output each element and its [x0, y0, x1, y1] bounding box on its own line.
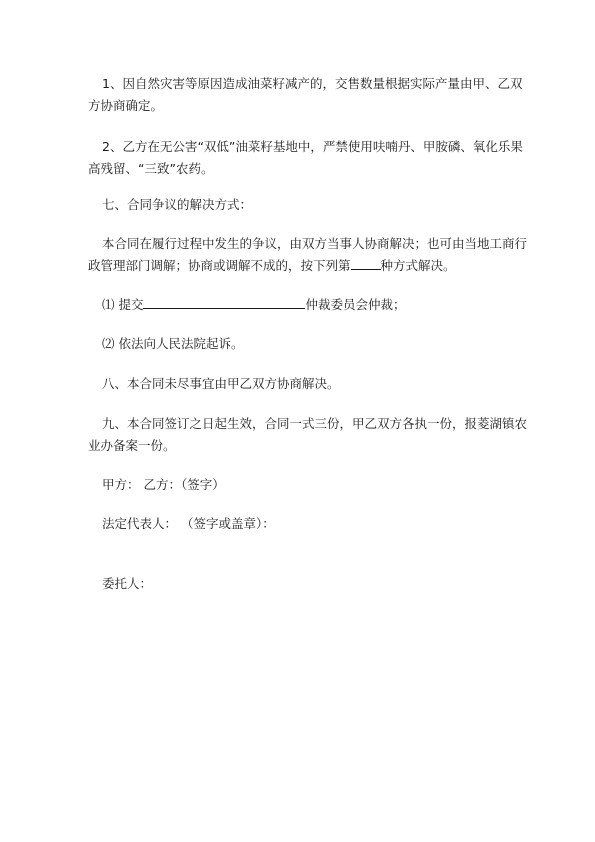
party-signature-line: 甲方： 乙方：（签字）	[102, 477, 225, 492]
method-number-blank[interactable]	[351, 255, 381, 270]
option-1-arbitration	[88, 294, 528, 316]
dispute-resolution-paragraph	[88, 233, 528, 277]
legal-representative-line: 法定代表人： （签字或盖章）：	[102, 516, 275, 531]
agent-line: 委托人：	[102, 576, 153, 591]
option-1-label: ⑴ 提交	[102, 297, 144, 312]
option-2-court: ⑵ 依法向人民法院起诉。	[102, 336, 244, 351]
section-7-heading: 七、合同争议的解决方式：	[102, 197, 253, 212]
clause-2-pesticide-ban: 2、乙方在无公害“双低”油菜籽基地中，严禁使用呋喃丹、甲胺磷、氧化乐果高残留、“三致”农药。	[88, 139, 523, 176]
option-1-tail: 仲裁委员会仲裁；	[305, 297, 406, 312]
section-9-text: 九、本合同签订之日起生效，合同一式三份，甲乙双方各执一份，报菱湖镇农业办备案一份。	[88, 416, 528, 453]
dispute-resolution-text: 本合同在履行过程中发生的争议，由双方当事人协商解决；也可由当地工商行政管理部门调解；协商或调解不成的，按下列第	[88, 236, 528, 273]
clause-1-natural-disaster: 1、因自然灾害等原因造成油菜籽减产的，交售数量根据实际产量由甲、乙双方协商确定。	[88, 76, 523, 113]
dispute-resolution-tail: 种方式解决。	[380, 258, 456, 273]
section-8-text: 八、本合同未尽事宜由甲乙双方协商解决。	[102, 376, 340, 391]
arbitration-committee-blank[interactable]	[143, 294, 305, 309]
